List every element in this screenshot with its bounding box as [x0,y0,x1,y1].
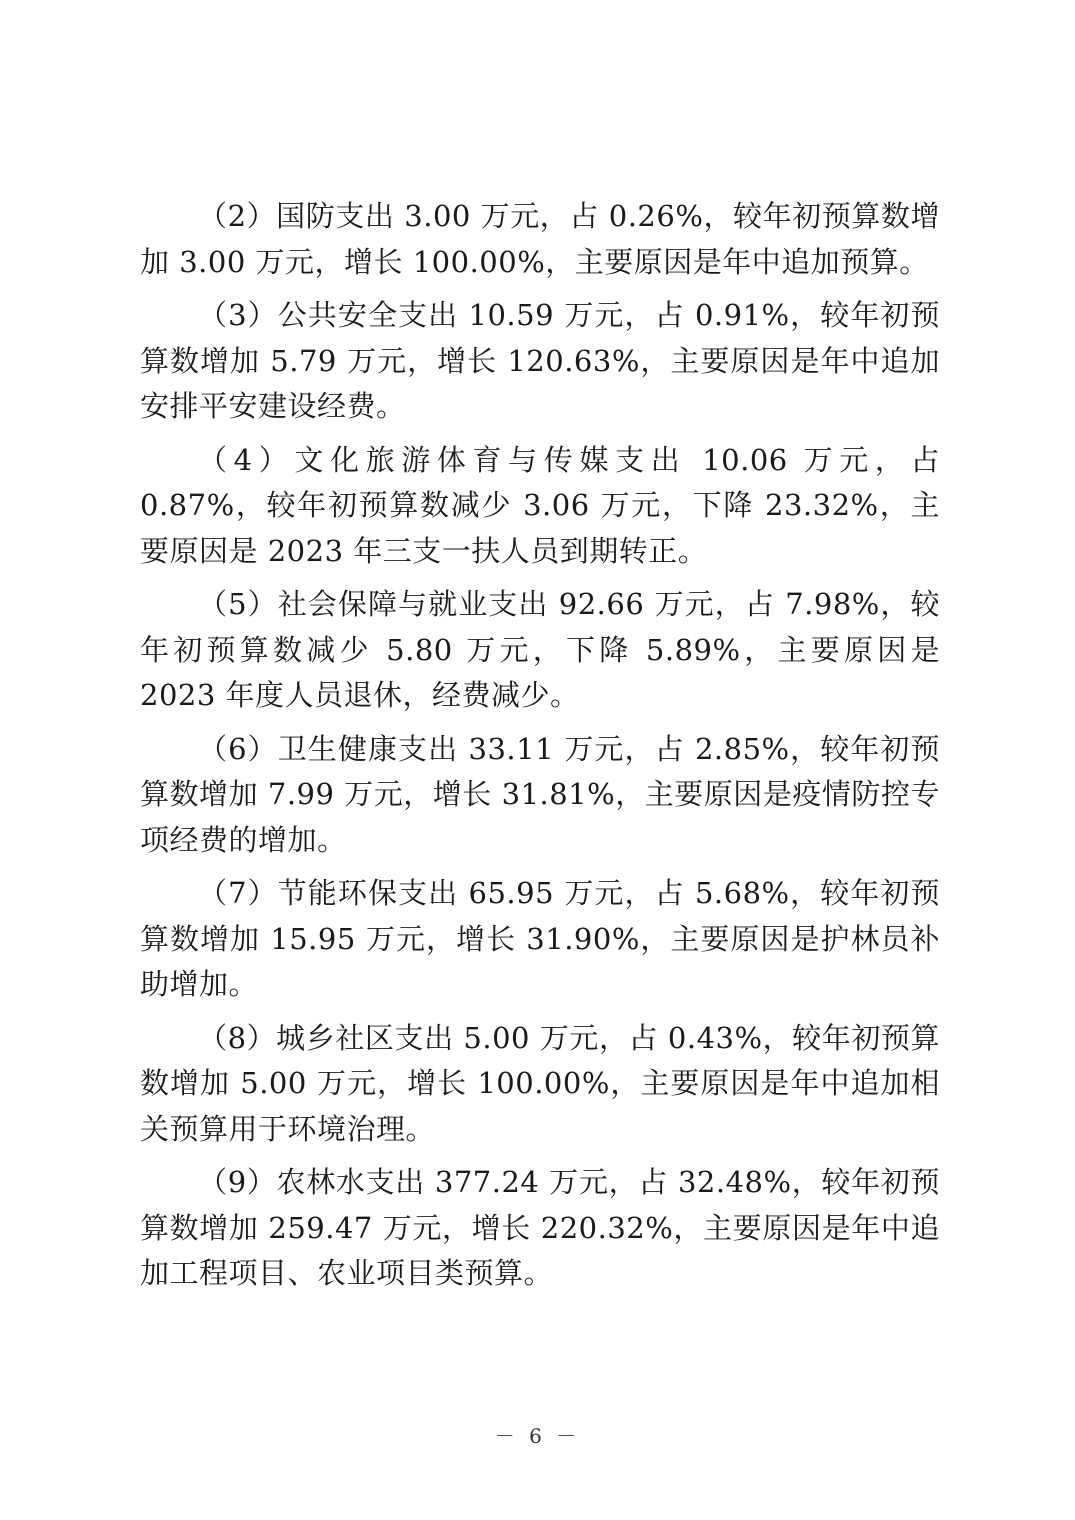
paragraph-health: （6）卫生健康支出 33.11 万元，占 2.85%，较年初预算数增加 7.99 万元，增长 31.81%，主要原因是疫情防控专项经费的增加。 [140,731,940,857]
paragraph-national-defense: （2）国防支出 3.00 万元，占 0.26%，较年初预算数增加 3.00 万元，增长 100.00%，主要原因是年中追加预算。 [140,199,940,279]
paragraph-culture-tourism: （4）文化旅游体育与传媒支出 10.06 万元，占 0.87%，较年初预算数减少 3.06 万元，下降 23.32%，主要原因是 2023 年三支一扶人员到期转正。 [140,442,940,568]
paragraph-energy-environment: （7）节能环保支出 65.95 万元，占 5.68%，较年初预算数增加 15.95 万元，增长 31.90%，主要原因是护林员补助增加。 [140,876,940,1001]
paragraph-agriculture-forestry-water: （9）农林水支出 377.24 万元，占 32.48%，较年初预算数增加 259.47 万元，增长 220.32%，主要原因是年中追加工程项目、农业项目类预算。 [140,1165,940,1290]
document-body [140,194,940,1305]
paragraph-public-safety: （3）公共安全支出 10.59 万元，占 0.91%，较年初预算数增加 5.79 万元，增长 120.63%，主要原因是年中追加安排平安建设经费。 [140,298,940,423]
paragraph-social-security: （5）社会保障与就业支出 92.66 万元，占 7.98%，较年初预算数减少 5.80 万元，下降 5.89%，主要原因是 2023 年度人员退休，经费减少。 [140,587,940,712]
page-number: － 6 － [494,1424,581,1448]
paragraph-urban-rural: （8）城乡社区支出 5.00 万元，占 0.43%，较年初预算数增加 5.00 万元，增长 100.00%，主要原因是年中追加相关预算用于环境治理。 [140,1020,940,1146]
